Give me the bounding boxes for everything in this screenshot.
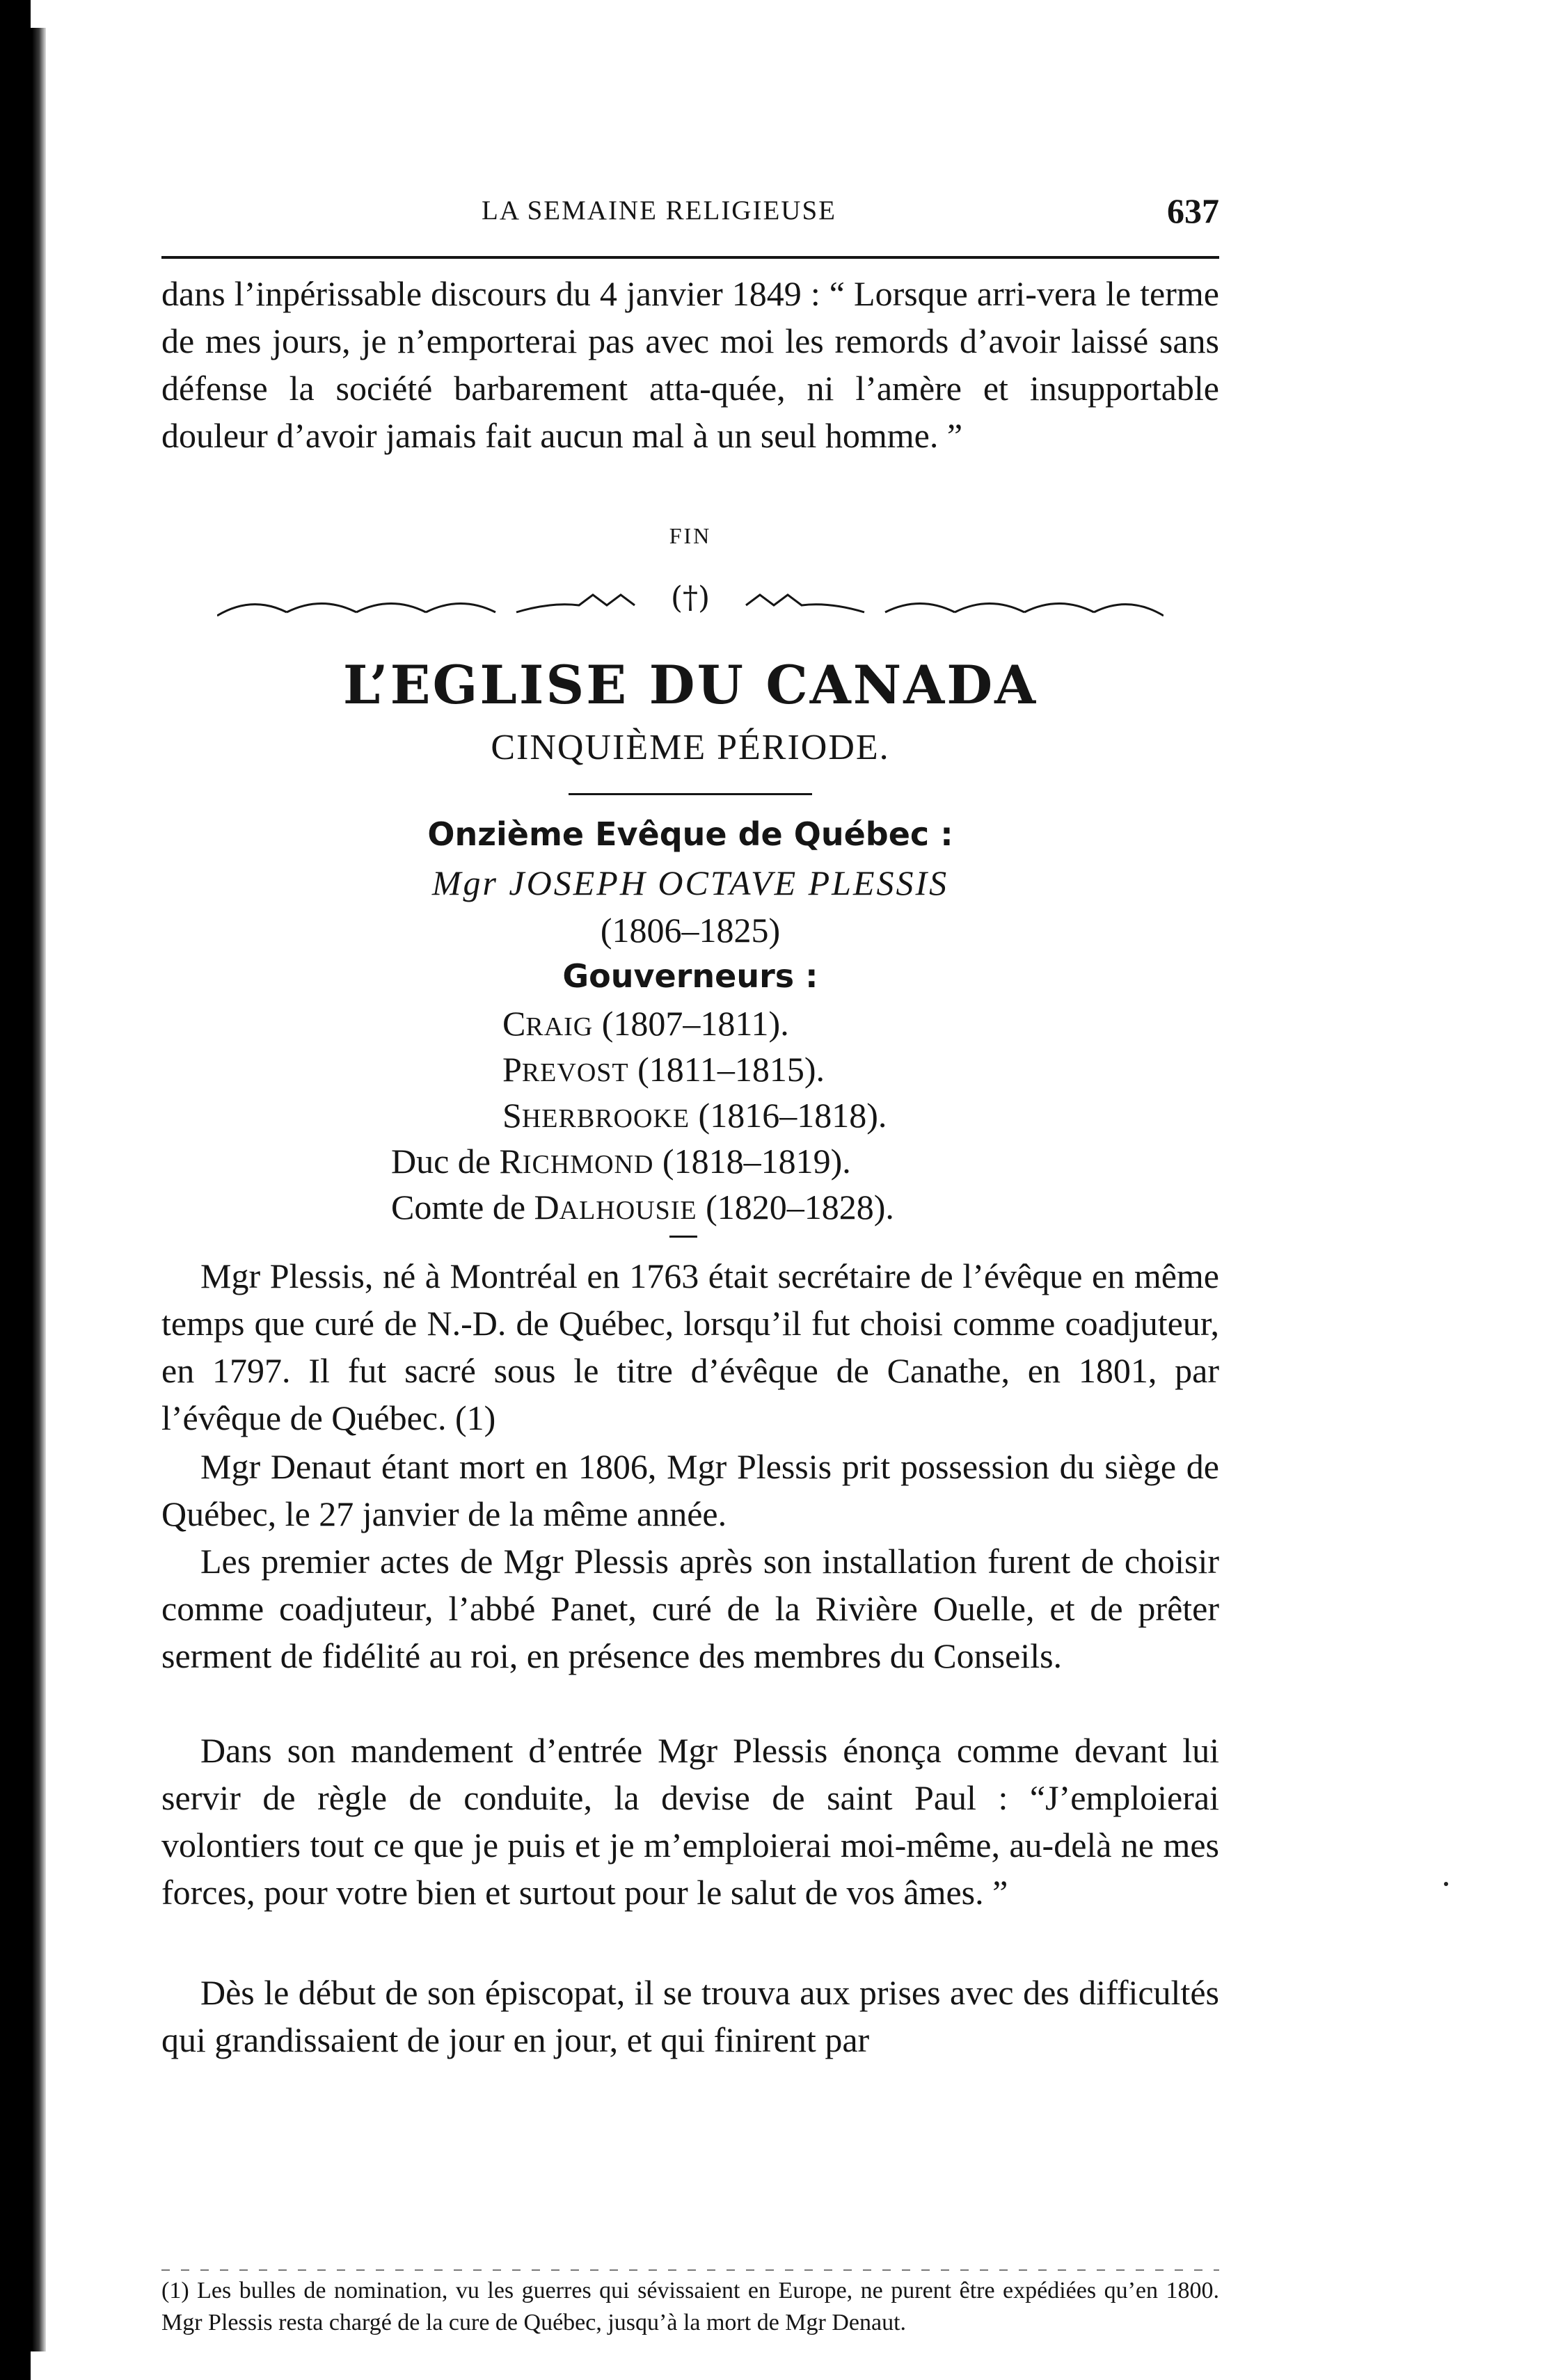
governor-initial: R: [499, 1142, 523, 1181]
paragraph-opening: dans l’inpérissable discours du 4 janvier 1849 : “ Lorsque arri-vera le terme de mes jours, je n’emporterai pas avec moi les remords d’avoir laissé sans défense la société barbarement atta-quée, ni l’amère et insupportable douleur d’avoir jamais fait aucun mal à un seul homme. ”: [161, 274, 1219, 455]
governors-heading: Gouverneurs :: [562, 957, 818, 995]
governor-entry: [502, 1095, 887, 1135]
governor-years: (1816–1818).: [690, 1096, 887, 1135]
bishop-name: Mgr JOSEPH OCTAVE PLESSIS: [431, 863, 949, 902]
governor-prefix: Comte de: [391, 1188, 534, 1227]
short-dash: [669, 1236, 697, 1238]
paragraph-body: [161, 1538, 1219, 1679]
governor-name: ALHOUSIE: [559, 1196, 697, 1225]
paragraph-body: [161, 1727, 1219, 1916]
ornament-cross: (†): [670, 580, 710, 616]
fin-label: FIN: [669, 523, 712, 548]
header-rule: [161, 256, 1219, 259]
governor-name: HERBROOKE: [521, 1104, 690, 1133]
scan-speck: [1444, 1882, 1448, 1886]
paragraph-body: [161, 1252, 1219, 1441]
section-title: L’EGLISE DU CANADA: [342, 654, 1038, 716]
governor-initial: S: [502, 1096, 522, 1135]
section-subtitle: CINQUIÈME PÉRIODE.: [491, 728, 890, 767]
paragraph-body: [161, 1443, 1219, 1538]
bishop-heading: Onzième Evêque de Québec :: [427, 815, 953, 853]
governor-name: RAIG: [525, 1012, 594, 1041]
governor-entry: [391, 1141, 851, 1181]
governor-years: (1820–1828).: [697, 1188, 894, 1227]
paragraph-text: Mgr Denaut étant mort en 1806, Mgr Plessis prit possession du siège de Québec, le 27 janvier de la même année.: [161, 1447, 1219, 1533]
paragraph-text: Dès le début de son épiscopat, il se trouva aux prises avec des difficultés qui grandissaient de jour en jour, et qui finirent par: [161, 1973, 1219, 2059]
paragraph-body: [161, 1969, 1219, 2063]
footnote: (1) Les bulles de nomination, vu les guerres qui sévissaient en Europe, ne purent être expédiées qu’en 1800. Mgr Plessis resta chargé de la cure de Québec, jusqu’à la mort de Mgr Denaut.: [161, 2278, 1219, 2335]
governor-prefix: Duc de: [391, 1142, 500, 1181]
governor-initial: D: [534, 1188, 559, 1227]
governor-years: (1807–1811).: [593, 1004, 789, 1043]
paragraph-text: Les premier actes de Mgr Plessis après son installation furent de choisir comme coadjuteur, l’abbé Panet, curé de la Rivière Ouelle, et de prêter serment de fidélité au roi, en présence des membres du Conseils.: [161, 1542, 1219, 1675]
governor-name: REVOST: [521, 1058, 629, 1087]
page-number: 637: [1167, 191, 1219, 230]
governor-initial: P: [502, 1050, 522, 1089]
paragraph-text: Mgr Plessis, né à Montréal en 1763 était secrétaire de l’évêque en même temps que curé de N.-D. de Québec, lorsqu’il fut choisi comme coadjuteur, en 1797. Il fut sacré sous le titre d’évêque de Canathe, en 1801, par l’évêque de Québec. (1): [161, 1256, 1219, 1437]
binding-notch: [31, 0, 46, 28]
book-binding-edge: [0, 0, 46, 2380]
governor-entry: [502, 1049, 825, 1089]
paragraph-text: Dans son mandement d’entrée Mgr Plessis énonça comme devant lui servir de règle de conduite, la devise de saint Paul : “J’emploierai volontiers tout ce que je puis et je m’emploierai moi-même, au-delà ne mes forces, pour votre bien et surtout pour le salut de vos âmes. ”: [161, 1731, 1219, 1912]
governor-years: (1811–1815).: [628, 1050, 825, 1089]
governor-initial: C: [502, 1004, 526, 1043]
governor-entry: [502, 1003, 789, 1044]
governor-years: (1818–1819).: [653, 1142, 851, 1181]
governor-name: ICHMOND: [522, 1150, 654, 1179]
short-rule: [569, 793, 812, 795]
running-title: LA SEMAINE RELIGIEUSE: [482, 195, 836, 225]
footnote-rule: [161, 2269, 1219, 2271]
binding-notch: [31, 2351, 46, 2380]
bishop-years: (1806–1825): [600, 911, 781, 950]
running-header: [161, 191, 1219, 237]
governor-entry: [391, 1187, 894, 1227]
